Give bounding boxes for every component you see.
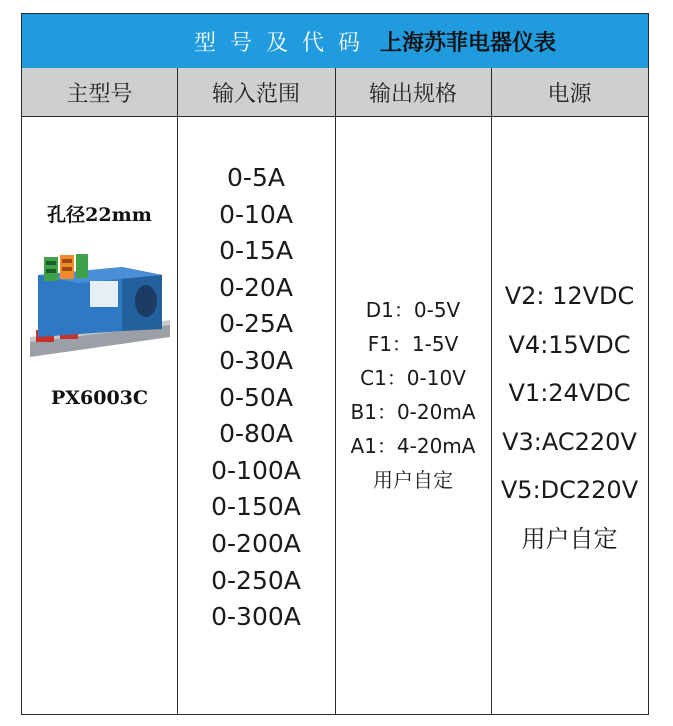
output-item: B1：0-20mA <box>350 400 476 424</box>
power-item: V1:24VDC <box>508 379 631 407</box>
model-column <box>22 118 177 714</box>
product-image <box>30 245 170 365</box>
power-item: 用户自定 <box>521 524 618 553</box>
input-range-item: 0-10A <box>219 199 293 229</box>
input-range-item: 0-80A <box>219 419 293 449</box>
aperture-label: 孔径22mm <box>47 204 152 226</box>
output-item: D1：0-5V <box>365 298 461 322</box>
title-main: 型号及代码 <box>193 30 374 56</box>
input-range-item: 0-150A <box>211 492 301 522</box>
input-range-column <box>177 118 335 714</box>
input-range-item: 0-200A <box>211 528 301 558</box>
power-item: V3:AC220V <box>502 427 637 456</box>
input-range-item: 0-50A <box>219 382 293 412</box>
input-range-item: 0-100A <box>211 455 301 485</box>
power-item: V4:15VDC <box>508 330 631 359</box>
header-input-range: 输入范围 <box>211 81 300 107</box>
input-range-item: 0-300A <box>211 602 301 632</box>
spec-table <box>21 13 649 715</box>
output-item: 用户自定 <box>373 468 453 492</box>
input-range-item: 0-250A <box>211 565 301 595</box>
model-code: PX6003C <box>50 387 149 409</box>
header-model: 主型号 <box>66 81 133 107</box>
power-column <box>491 118 648 714</box>
power-item: V2: 12VDC <box>504 282 635 310</box>
input-range-item: 0-30A <box>219 345 293 375</box>
output-item: A1：4-20mA <box>350 434 476 458</box>
title-bar <box>22 14 648 69</box>
header-output: 输出规格 <box>368 81 457 107</box>
input-range-item: 0-15A <box>219 236 293 266</box>
output-item: C1：0-10V <box>360 366 466 390</box>
output-column <box>335 118 491 714</box>
input-range-item: 0-5A <box>227 163 285 192</box>
current-transducer-icon <box>30 245 170 365</box>
output-item: F1：1-5V <box>367 332 459 356</box>
input-range-item: 0-20A <box>219 272 293 302</box>
power-item: V5:DC220V <box>500 476 639 504</box>
header-power: 电源 <box>547 81 592 107</box>
title-company: 上海苏菲电器仪表 <box>380 29 557 56</box>
input-range-item: 0-25A <box>219 309 293 339</box>
